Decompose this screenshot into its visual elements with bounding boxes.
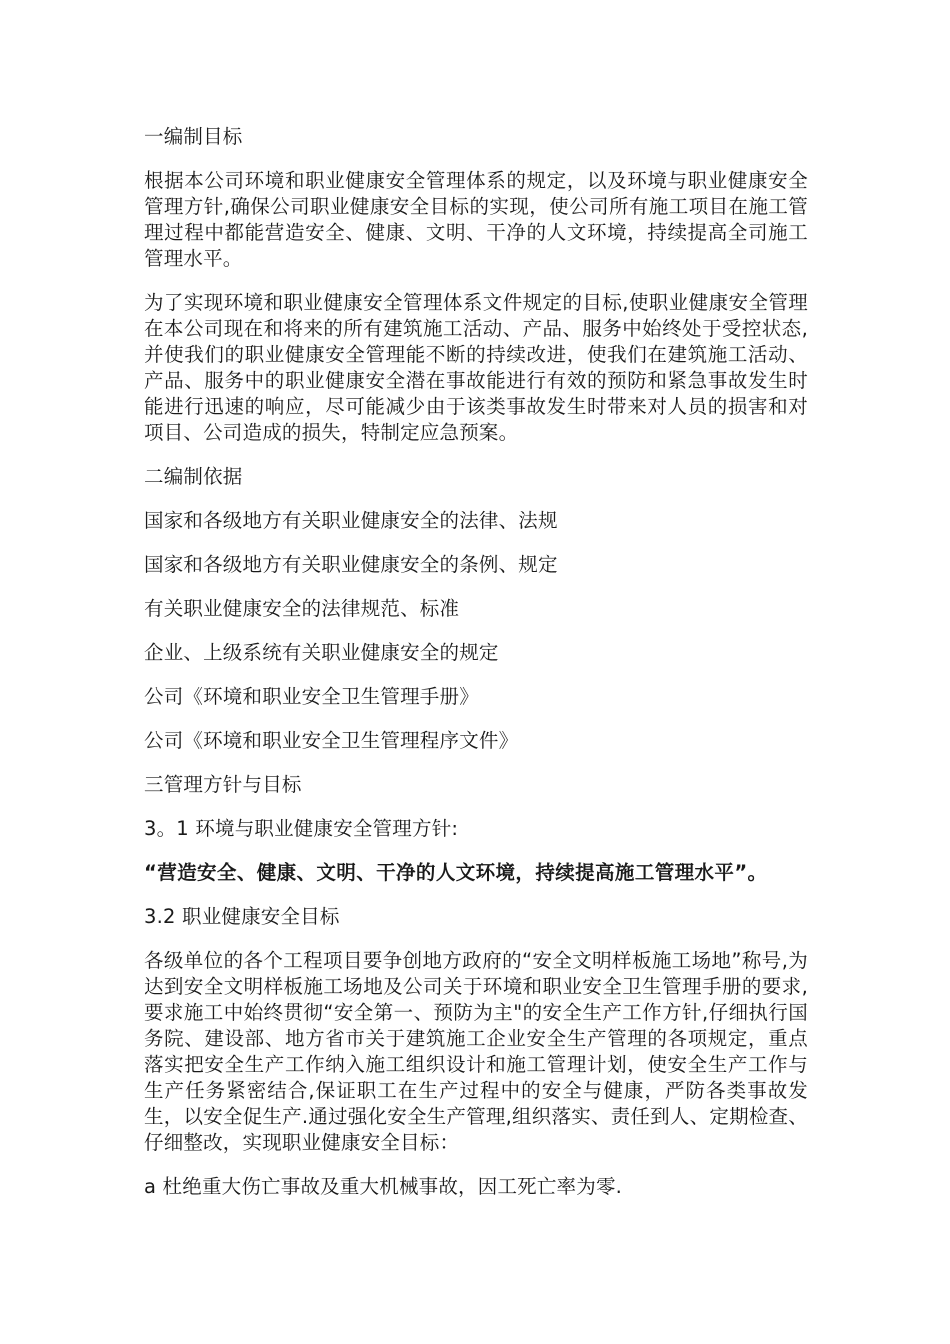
paragraph: 各级单位的各个工程项目要争创地方政府的“安全文明样板施工场地”称号,为达到安全文明样板施工场地及公司关于环境和职业安全卫生管理手册的要求,要求施工中始终贯彻“安全第一、预防为主"的安全生产工作方针,仔细执行国务院、建设部、地方省市关于建筑施工企业安全生产管理的各项规定，重点落实把安全生产工作纳入施工组织设计和施工管理计划，使安全生产工作与生产任务紧密结合,保证职工在生产过程中的安全与健康，严防各类事故发生，以安全促生产.通过强化安全生产管理,组织落实、责任到人、定期检查、仔细整改，实现职业健康安全目标： xyxy=(144,949,808,1154)
section-heading-3: 三管理方针与目标 xyxy=(144,773,302,796)
paragraph: 根据本公司环境和职业健康安全管理体系的规定，以及环境与职业健康安全管理方针,确保公司职业健康安全目标的实现，使公司所有施工项目在施工管理过程中都能营造安全、健康、文明、干净的人文环境，持续提高全司施工管理水平。 xyxy=(144,169,808,270)
target-item-a: a 杜绝重大伤亡事故及重大机械事故，因工死亡率为零. xyxy=(144,1175,623,1198)
paragraph: 为了实现环境和职业健康安全管理体系文件规定的目标,使职业健康安全管理在本公司现在和将来的所有建筑施工活动、产品、服务中始终处于受控状态,并使我们的职业健康安全管理能不断的持续改进，使我们在建筑施工活动、产品、服务中的职业健康安全潜在事故能进行有效的预防和紧急事故发生时能进行迅速的响应，尽可能减少由于该类事故发生时带来对人员的损害和对项目、公司造成的损失，特制定应急预案。 xyxy=(144,291,808,444)
section-heading-2: 二编制依据 xyxy=(144,465,243,488)
basis-item: 有关职业健康安全的法律规范、标准 xyxy=(144,597,460,620)
basis-item: 公司《环境和职业安全卫生管理手册》 xyxy=(144,685,479,708)
section-heading-1: 一编制目标 xyxy=(144,125,243,148)
basis-item: 企业、上级系统有关职业健康安全的规定 xyxy=(144,641,499,664)
subsection-heading-3-1: 3。1 环境与职业健康安全管理方针: xyxy=(144,817,459,840)
basis-item: 公司《环境和职业安全卫生管理程序文件》 xyxy=(144,729,519,752)
subsection-heading-3-2: 3.2 职业健康安全目标 xyxy=(144,905,340,928)
basis-item: 国家和各级地方有关职业健康安全的法律、法规 xyxy=(144,509,558,532)
basis-item: 国家和各级地方有关职业健康安全的条例、规定 xyxy=(144,553,558,576)
policy-statement: “营造安全、健康、文明、干净的人文环境，持续提高施工管理水平”。 xyxy=(144,861,768,884)
document-body xyxy=(144,124,808,1200)
